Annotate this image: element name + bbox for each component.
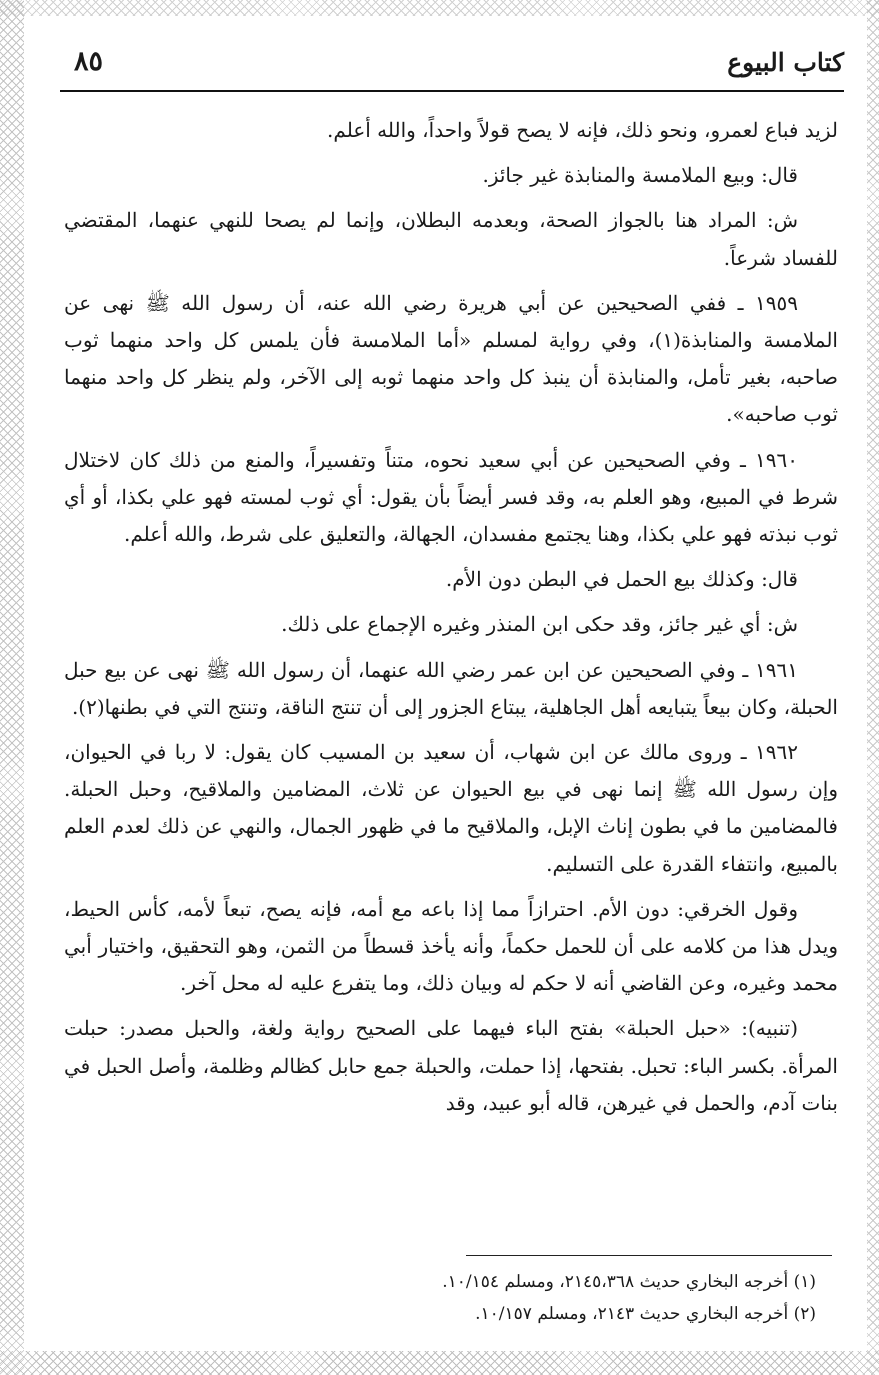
running-title: كتاب البيوع [727,48,844,77]
decorative-border-right [867,0,879,1375]
hadith-paragraph: ١٩٥٩ ـ ففي الصحيحين عن أبي هريرة رضي الله عنه، أن رسول الله ﷺ نهى عن الملامسة والمنابذة(١)، وفي رواية لمسلم «أما الملامسة فأن يلمس كل واحد منهما ثوب صاحبه، بغير تأمل، والمنابذة أن ينبذ كل واحد منهما ثوبه إلى الآخر، ولم ينظر كل واحد منهما ثوب صاحبه». [64,290,838,427]
decorative-border-left [0,0,24,1375]
paragraph: قال: وبيع الملامسة والمنابذة غير جائز. [482,163,798,188]
paragraph: قال: وكذلك بيع الحمل في البطن دون الأم. [445,567,798,592]
paragraph: ش: المراد هنا بالجواز الصحة، وبعدمه البطلان، وإنما لم يصحا للنهي عنهما، المقتضي للفساد شرعاً. [64,208,838,270]
paragraph: وقول الخرقي: دون الأم. احترازاً مما إذا باعه مع أمه، فإنه يصح، تبعاً لأمه، كأس الحيط، ويدل هذا من كلامه على أن للحمل حكماً، وأنه يأخذ قسطاً من الثمن، وهو التحقيق، واختيار أبي محمد وغيره، وعن القاضي أنه لا حكم له وبيان ذلك، وما يتفرع عليه له محل آخر. [64,896,838,996]
hadith-paragraph: ١٩٦٠ ـ وفي الصحيحين عن أبي سعيد نحوه، متناً وتفسيراً، والمنع من ذلك كان لاختلال شرط في المبيع، وهو العلم به، وقد فسر أيضاً بأن يقول: أي ثوب لمسته فهو علي بكذا، أو أي ثوب نبذته فهو علي بكذا، وهنا يجتمع مفسدان، الجهالة، والتعليق على شرط، والله أعلم. [64,447,838,547]
page-number: ٨٥ [74,46,104,77]
paragraph: لزيد فباع لعمرو، ونحو ذلك، فإنه لا يصح قولاً واحداً، والله أعلم. [327,118,838,142]
note-paragraph: (تنبيه): «حبل الحبلة» بفتح الباء فيهما على الصحيح رواية ولغة، والحبل مصدر: حبلت المرأة. بكسر الباء: تحبل. بفتحها، إذا حملت، والحبلة جمع حابل كظالم وظلمة، وأصل الحبل في بنات آدم، والحمل في غيرهن، قاله أبو عبيد، وقد [64,1016,838,1115]
footnote-separator [466,1255,832,1256]
page-header [60,46,844,92]
hadith-paragraph: ١٩٦٢ ـ وروى مالك عن ابن شهاب، أن سعيد بن المسيب كان يقول: لا ربا في الحيوان، وإن رسول الله ﷺ إنما نهى في بيع الحيوان عن ثلاث، المضامين والملاقيح، وحبل الحبلة. فالمضامين ما في بطون إناث الإبل، والملاقيح ما في ظهور الجمال، والنهي عن ذلك لعدم العلم بالمبيع، وانتفاء القدرة على التسليم. [64,740,838,876]
footnotes [64,1266,838,1330]
decorative-border-bottom [0,1351,879,1375]
main-text [64,112,838,1242]
footnote: (٢) أخرجه البخاري حديث ٢١٤٣، ومسلم ١٠/١٥٧. [475,1304,816,1324]
decorative-border-top [0,0,879,16]
paragraph: ش: أي غير جائز، وقد حكى ابن المنذر وغيره الإجماع على ذلك. [281,612,798,637]
footnote: (١) أخرجه البخاري حديث ٢١٤٥،٣٦٨، ومسلم ١٠/١٥٤. [442,1272,816,1292]
hadith-paragraph: ١٩٦١ ـ وفي الصحيحين عن ابن عمر رضي الله عنهما، أن رسول الله ﷺ نهى عن بيع حبل الحبلة، وكان بيعاً يتبايعه أهل الجاهلية، يبتاع الجزور إلى أن تنتج الناقة، وتنتج التي في بطنها(٢). [64,657,838,719]
